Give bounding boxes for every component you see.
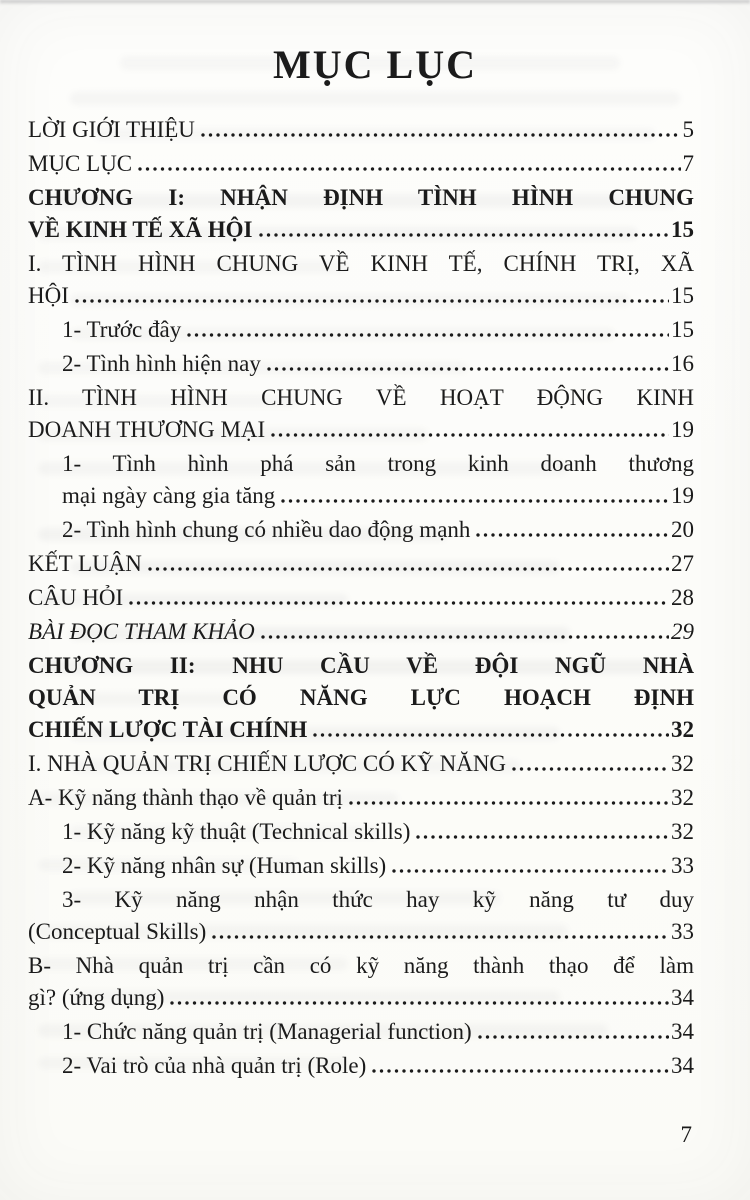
toc-entry-page-number: 32 [671, 785, 694, 810]
dot-leader [212, 935, 669, 939]
toc-entry-text: KẾT LUẬN [28, 551, 142, 576]
toc-entry-text-line: B- Nhà quản trị cần có kỹ năng thành thạo để làm [28, 953, 694, 978]
toc-entry-last-line [28, 548, 694, 580]
toc-entry-page-number: 19 [671, 483, 694, 508]
dot-leader [259, 233, 669, 237]
dot-leader [313, 733, 669, 737]
toc-entry-last-line [28, 582, 694, 614]
toc-entry [28, 950, 694, 1014]
toc-entry-page-number: 15 [671, 283, 694, 308]
toc-entry-text: BÀI ĐỌC THAM KHẢO [28, 619, 255, 644]
toc-entry-last-line [62, 850, 694, 882]
toc-list [28, 114, 694, 1082]
toc-entry [28, 650, 694, 746]
toc-entry-last-line [28, 148, 694, 180]
toc-entry-page-number: 20 [671, 517, 694, 542]
toc-entry-text: mại ngày càng gia tăng [62, 483, 276, 508]
toc-entry-last-line [28, 748, 694, 780]
toc-entry [28, 514, 694, 546]
toc-entry [28, 382, 694, 446]
dot-leader [476, 533, 669, 537]
toc-entry-page-number: 32 [671, 751, 694, 776]
toc-entry-page-number: 33 [671, 853, 694, 878]
dot-leader [372, 1069, 669, 1073]
dot-leader [267, 367, 669, 371]
dot-leader [187, 333, 669, 337]
dot-leader [349, 801, 669, 805]
dot-leader [392, 869, 669, 873]
toc-entry-page-number: 33 [671, 919, 694, 944]
toc-entry-text: 2- Tình hình chung có nhiều dao động mạnh [62, 517, 471, 542]
toc-entry-last-line [62, 348, 694, 380]
toc-entry-text: 1- Kỹ năng kỹ thuật (Technical skills) [62, 819, 411, 844]
toc-entry-text: CÂU HỎI [28, 585, 124, 610]
toc-entry [28, 148, 694, 180]
toc-entry-text: HỘI [28, 283, 69, 308]
toc-entry-page-number: 32 [671, 717, 694, 742]
toc-entry-last-line [28, 214, 694, 246]
toc-entry-last-line [28, 616, 694, 648]
dot-leader [201, 133, 681, 137]
toc-entry-text-line: 3- Kỹ năng nhận thức hay kỹ năng tư duy [62, 887, 694, 912]
toc-entry-text: 2- Kỹ năng nhân sự (Human skills) [62, 853, 387, 878]
toc-entry-text: (Conceptual Skills) [28, 919, 207, 944]
toc-entry-last-line [62, 816, 694, 848]
toc-entry-text-line: CHƯƠNG II: NHU CẦU VỀ ĐỘI NGŨ NHÀ [28, 653, 694, 678]
toc-entry [28, 248, 694, 312]
dot-leader [271, 433, 669, 437]
dot-leader [129, 601, 669, 605]
scan-edge-shadow [0, 0, 750, 5]
toc-entry-text-line: 1- Tình hình phá sản trong kinh doanh thương [62, 451, 694, 476]
toc-entry [28, 1050, 694, 1082]
toc-entry [28, 850, 694, 882]
toc-entry-text: A- Kỹ năng thành thạo về quản trị [28, 785, 343, 810]
toc-entry-last-line [28, 782, 694, 814]
footer-page-number: 7 [680, 1122, 692, 1147]
toc-entry-page-number: 15 [671, 317, 694, 342]
toc-entry-last-line [28, 414, 694, 446]
toc-entry-last-line [62, 1016, 694, 1048]
toc-entry [28, 548, 694, 580]
toc-entry-text-line: QUẢN TRỊ CÓ NĂNG LỰC HOẠCH ĐỊNH [28, 685, 694, 710]
toc-entry-text-line: II. TÌNH HÌNH CHUNG VỀ HOẠT ĐỘNG KINH [28, 385, 694, 410]
toc-entry-text: DOANH THƯƠNG MẠI [28, 417, 266, 442]
dot-leader [138, 167, 680, 171]
toc-entry-last-line [62, 314, 694, 346]
toc-entry-page-number: 5 [682, 117, 694, 142]
dot-leader [148, 567, 669, 571]
toc-entry [28, 448, 694, 512]
toc-entry-last-line [62, 1050, 694, 1082]
toc-entry-page-number: 7 [682, 151, 694, 176]
dot-leader [281, 499, 669, 503]
toc-entry-page-number: 34 [671, 985, 694, 1010]
toc-entry [28, 782, 694, 814]
toc-entry-text: I. NHÀ QUẢN TRỊ CHIẾN LƯỢC CÓ KỸ NĂNG [28, 751, 507, 776]
toc-entry-page-number: 32 [671, 819, 694, 844]
toc-entry-page-number: 19 [671, 417, 694, 442]
dot-leader [416, 835, 669, 839]
toc-entry-last-line [28, 280, 694, 312]
dot-leader [75, 299, 669, 303]
dot-leader [512, 767, 669, 771]
toc-entry-page-number: 15 [671, 217, 694, 242]
toc-entry [28, 314, 694, 346]
toc-entry [28, 348, 694, 380]
toc-entry [28, 748, 694, 780]
toc-entry [28, 582, 694, 614]
toc-entry-text: 1- Trước đây [62, 317, 182, 342]
toc-entry-last-line [28, 714, 694, 746]
toc-entry-last-line [62, 480, 694, 512]
toc-entry [28, 816, 694, 848]
toc-entry-last-line [28, 982, 694, 1014]
toc-entry-page-number: 27 [671, 551, 694, 576]
toc-entry-last-line [62, 514, 694, 546]
toc-entry-page-number: 28 [671, 585, 694, 610]
toc-entry [28, 616, 694, 648]
toc-entry-text: 2- Tình hình hiện nay [62, 351, 261, 376]
toc-entry-text: 1- Chức năng quản trị (Managerial function) [62, 1019, 472, 1044]
toc-entry-last-line [28, 916, 694, 948]
toc-entry [28, 884, 694, 948]
toc-entry-text: MỤC LỤC [28, 151, 133, 176]
toc-entry-page-number: 29 [671, 619, 694, 644]
toc-entry-page-number: 34 [671, 1053, 694, 1078]
dot-leader [261, 635, 669, 639]
toc-entry-text: 2- Vai trò của nhà quản trị (Role) [62, 1053, 367, 1078]
toc-entry-text: gì? (ứng dụng) [28, 985, 165, 1010]
toc-entry [28, 114, 694, 146]
toc-entry-page-number: 16 [671, 351, 694, 376]
toc-entry-text: LỜI GIỚI THIỆU [28, 117, 195, 142]
page-title: MỤC LỤC [273, 42, 477, 87]
toc-entry [28, 1016, 694, 1048]
toc-entry-last-line [28, 114, 694, 146]
toc-entry-text: CHIẾN LƯỢC TÀI CHÍNH [28, 717, 308, 742]
dot-leader [478, 1035, 669, 1039]
toc-entry-text-line: I. TÌNH HÌNH CHUNG VỀ KINH TẾ, CHÍNH TRỊ, XÃ [28, 251, 694, 276]
toc-entry-page-number: 34 [671, 1019, 694, 1044]
toc-entry-text-line: CHƯƠNG I: NHẬN ĐỊNH TÌNH HÌNH CHUNG [28, 185, 694, 210]
toc-entry-text: VỀ KINH TẾ XÃ HỘI [28, 217, 253, 242]
toc-entry [28, 182, 694, 246]
dot-leader [170, 1001, 669, 1005]
